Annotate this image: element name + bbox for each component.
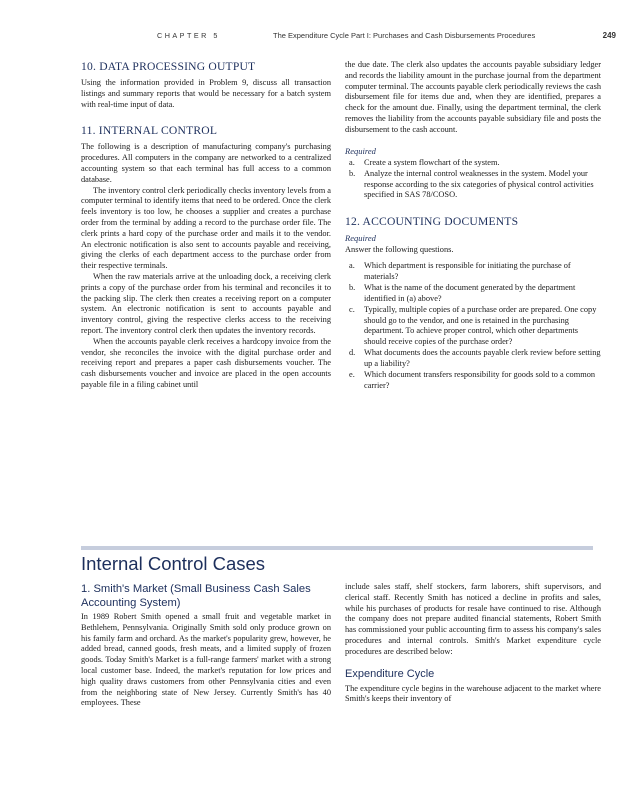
chapter-label: CHAPTER 5 — [157, 31, 220, 40]
section-11-required: Required — [345, 145, 376, 156]
list-item: e. Which document transfers responsibility for goods sold to a common carrier? — [349, 370, 596, 390]
section-11-continued: the due date. The clerk also updates the accounts payable subsidiary ledger and records the liability amount in the purchase journal from the department computer terminal. The accounts payable clerk periodically reviews the cash disbursement file for items due and, when they are identified, prepares a check for the amount due. Finally, using the department terminal, the clerk removes the liability from the accounts payable subsidiary file and posts the disbursement to the cash account. — [345, 60, 601, 134]
section-10-text: Using the information provided in Problem 9, discuss all transaction listings and summary reports that would be necessary for a batch system with real-time input of data. — [81, 78, 331, 109]
case-1-title: 1. Smith's Market (Small Business Cash Sales Accounting System) — [81, 583, 311, 609]
section-11-title: 11. INTERNAL CONTROL — [81, 124, 218, 138]
section-11-list — [345, 158, 601, 201]
list-item: d. What documents does the accounts payable clerk review before setting up a liability? — [349, 348, 601, 368]
expenditure-cycle-para: The expenditure cycle begins in the warehouse adjacent to the market where Smith's keeps their inventory of — [345, 683, 601, 704]
section-12-intro: Answer the following questions. — [345, 244, 454, 254]
section-11-para-4: When the accounts payable clerk receives a hardcopy invoice from the vendor, she reconciles the invoice with the digital purchase order and receiving report and prepares a paper cash disbursements voucher. The cash disbursements voucher and invoice are placed in the open accounts payable file in a filing cabinet until — [81, 336, 331, 389]
right-column-top — [345, 60, 601, 392]
list-item: c. Typically, multiple copies of a purchase order are prepared. One copy should go to the vendor, and one is retained in the purchasing department. To achieve proper control, which other departments should receive copies of the purchase order? — [349, 305, 597, 346]
cases-title: Internal Control Cases — [81, 553, 266, 574]
section-10-title: 10. DATA PROCESSING OUTPUT — [81, 60, 256, 73]
section-11-para-2: The inventory control clerk periodically checks inventory levels from a computer terminal to identify items that need to be ordered. Once the clerk feels inventory is too low, he chooses a supplier and creates a purchase order from the terminal by adding a record to the purchase order file. The clerk prints a hard copy of the purchase order and mails it to the vendor. An electronic notification is also sent to accounts payable and receiving, giving the clerks of each department access to the purchase order from their respective terminals. — [81, 185, 331, 271]
left-column-bottom — [81, 582, 331, 709]
section-11-para-3: When the raw materials arrive at the unloading dock, a receiving clerk prints a copy of the purchase order from his terminal and reconciles it to the packing slip. The clerk then creates a receiving report on a computer system. An electronic notification is sent to accounts payable and inventory control, giving the respective clerks access to the receiving report. The inventory control clerk then updates the inventory records. — [81, 271, 331, 335]
list-item: a. Which department is responsible for initiating the purchase of materials? — [349, 261, 571, 281]
section-12-required: Required — [345, 232, 376, 243]
header-title: The Expenditure Cycle Part I: Purchases and Cash Disbursements Procedures — [273, 31, 536, 40]
section-11-para-1: The following is a description of manufacturing company's purchasing procedures. All computers in the company are networked to a centralized accounting system so that each terminal has full access to a common database. — [81, 142, 331, 184]
running-header — [0, 31, 639, 45]
page-number: 249 — [602, 31, 616, 40]
list-item: b. What is the name of the document generated by the department identified in (a) above? — [349, 283, 576, 303]
expenditure-cycle-title: Expenditure Cycle — [345, 667, 435, 680]
case-1-para: In 1989 Robert Smith opened a small fruit and vegetable market in Bethlehem, Pennsylvania. Originally Smith sold only produce grown on his family farm and orchard. As the market's popularity grew, however, he added bread, canned goods, fresh meats, and a limited supply of frozen goods. Today Smith's Market is a full-range farmers' market with a strong local customer base. Indeed, the market's reputation for low prices and high quality draws customers from other Pennsylvania cities and even from the neighboring state of New Jersey. Currently Smith's has 40 employees. These — [81, 612, 331, 708]
list-item: b. Analyze the internal control weaknesses in the system. Model your response according to the six categories of physical control activities specified in SAS 78/COSO. — [349, 169, 594, 200]
right-column-bottom — [345, 582, 601, 705]
section-12-title: 12. ACCOUNTING DOCUMENTS — [345, 214, 519, 228]
list-item: a. Create a system flowchart of the system. — [349, 157, 500, 167]
section-12-list — [345, 261, 601, 391]
left-column-top — [81, 60, 331, 391]
case-1-continued: include sales staff, shelf stockers, farm laborers, shift supervisors, and clerical staff. Recently Smith has noticed a decline in profits and sales, while his purchases of products for resale have continued to rise. Although the company does not prepare audited financial statements, Robert Smith has commissioned your public accounting firm to assess his company's sales procedures and internal controls. Smith's Market expenditure cycle procedures are described below: — [345, 582, 601, 656]
section-divider — [81, 546, 593, 550]
